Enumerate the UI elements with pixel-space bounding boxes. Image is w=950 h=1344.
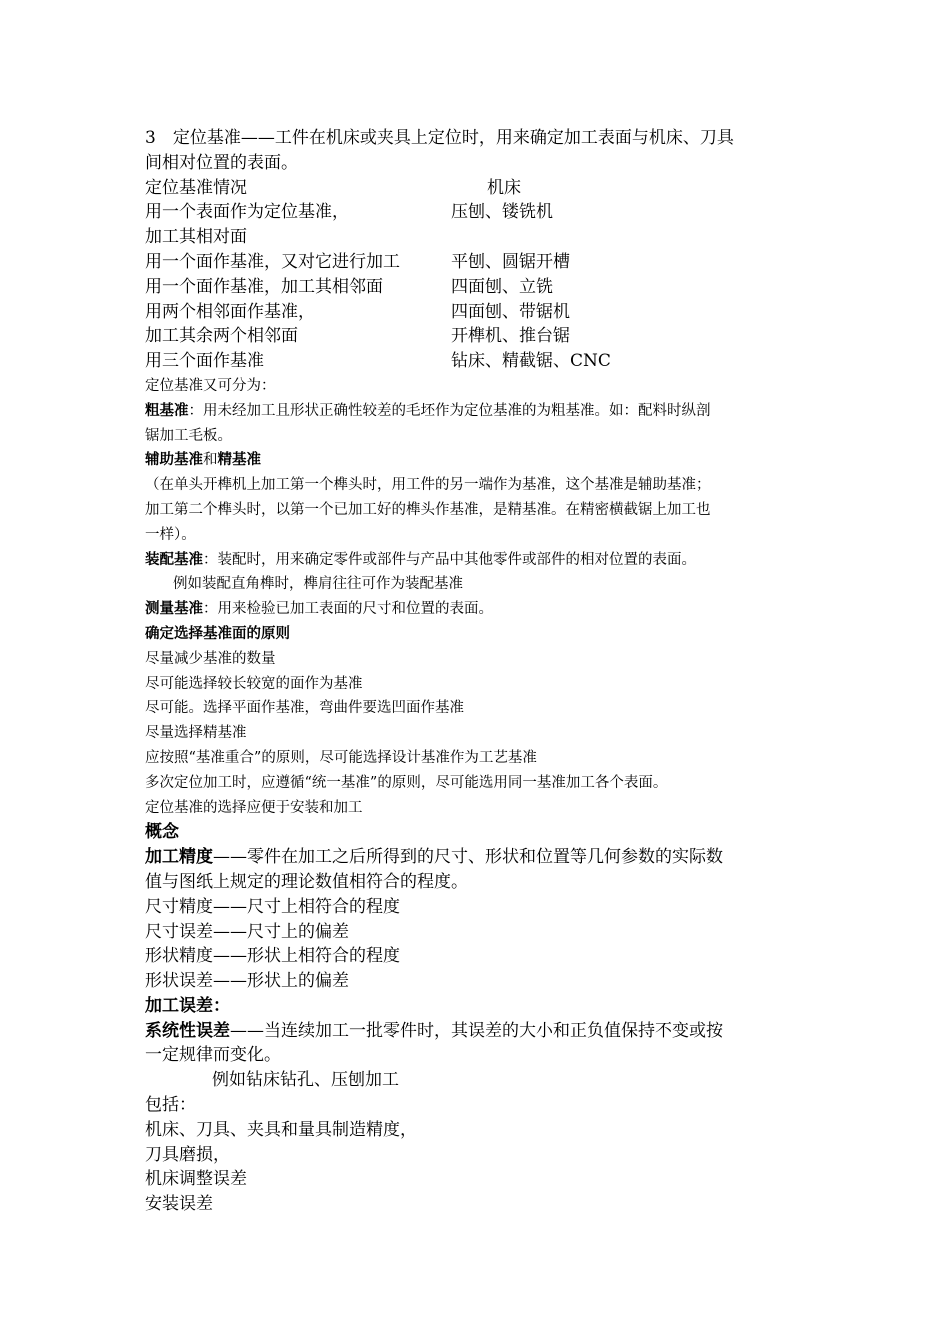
intro-line-1: 3 定位基准——工件在机床或夹具上定位时，用来确定加工表面与机床、刀具 bbox=[145, 128, 734, 148]
table-cell-machine: 钻床、精截锯、CNC bbox=[451, 351, 611, 372]
aux-paragraph-line-3: 一样）。 bbox=[145, 526, 196, 543]
table-cell-machine: 压刨、镂铣机 bbox=[451, 202, 553, 223]
list-item: 形状误差——形状上的偏差 bbox=[145, 971, 349, 992]
document-page bbox=[145, 126, 815, 1217]
accuracy-line-2: 值与图纸上规定的理论数值相符合的程度。 bbox=[145, 871, 468, 892]
table-header-right: 机床 bbox=[487, 177, 521, 198]
error-title: 加工误差： bbox=[145, 995, 230, 1016]
table-row bbox=[145, 250, 815, 275]
accuracy-term: 加工精度 bbox=[145, 847, 213, 868]
list-item: 定位基准的选择应便于安装和加工 bbox=[145, 799, 363, 816]
assembly-datum-line bbox=[145, 548, 815, 573]
table-row bbox=[145, 200, 815, 225]
table-row bbox=[145, 225, 815, 250]
table-cell-machine: 开榫机、推台锯 bbox=[451, 326, 570, 347]
measure-datum-line bbox=[145, 597, 815, 622]
list-item: 形状精度——形状上相符合的程度 bbox=[145, 946, 400, 967]
systematic-error-line bbox=[145, 1019, 815, 1044]
rough-datum-line bbox=[145, 399, 815, 424]
systematic-error-def: ——当连续加工一批零件时，其误差的大小和正负值保持不变或按 bbox=[230, 1020, 723, 1041]
aux-paragraph-line-2: 加工第二个榫头时，以第一个已加工好的榫头作基准，是精基准。在精密横截锯上加工也 bbox=[145, 501, 711, 518]
table-cell-situation: 加工其相对面 bbox=[145, 227, 247, 248]
measure-datum-term: 测量基准 bbox=[145, 600, 203, 618]
list-item: 刀具磨损， bbox=[145, 1144, 230, 1165]
table-cell-machine: 四面刨、立铣 bbox=[451, 276, 553, 297]
measure-datum-def: ：用来检验已加工表面的尺寸和位置的表面。 bbox=[203, 601, 493, 618]
concept-title: 概念 bbox=[145, 822, 179, 843]
table-cell-machine: 平刨、圆锯开槽 bbox=[451, 251, 570, 272]
systematic-error-term: 系统性误差 bbox=[145, 1020, 230, 1041]
list-item: 尽量减少基准的数量 bbox=[145, 650, 276, 667]
table-row bbox=[145, 300, 815, 325]
list-item: 安装误差 bbox=[145, 1194, 213, 1215]
accuracy-def: ——零件在加工之后所得到的尺寸、形状和位置等几何参数的实际数 bbox=[213, 847, 723, 868]
rough-datum-line-2: 锯加工毛板。 bbox=[145, 427, 232, 444]
table-cell-machine: 四面刨、带锯机 bbox=[451, 301, 570, 322]
list-item: 应按照“基准重合”的原则，尽可能选择设计基准作为工艺基准 bbox=[145, 749, 537, 766]
systematic-error-line-2: 一定规律而变化。 bbox=[145, 1045, 281, 1066]
list-item: 尽量选择精基准 bbox=[145, 725, 247, 742]
list-item: 机床调整误差 bbox=[145, 1169, 247, 1190]
aux-paragraph-line-1: （在单头开榫机上加工第一个榫头时，用工件的另一端作为基准，这个基准是辅助基准； bbox=[145, 477, 711, 494]
table-row bbox=[145, 324, 815, 349]
fine-datum-term: 精基准 bbox=[217, 451, 261, 469]
table-cell-situation: 用两个相邻面作基准， bbox=[145, 301, 315, 322]
intro-line-2: 间相对位置的表面。 bbox=[145, 152, 298, 173]
assembly-datum-def: ：装配时，用来确定零件或部件与产品中其他零件或部件的相对位置的表面。 bbox=[203, 551, 696, 568]
table-cell-situation: 加工其余两个相邻面 bbox=[145, 326, 298, 347]
table-cell-situation: 用一个表面作为定位基准， bbox=[145, 202, 349, 223]
list-item: 尽可能。选择平面作基准，弯曲件要选凹面作基准 bbox=[145, 700, 464, 717]
list-item: 尽可能选择较长较宽的面作为基准 bbox=[145, 675, 363, 692]
list-item: 机床、刀具、夹具和量具制造精度， bbox=[145, 1119, 417, 1140]
include-label: 包括： bbox=[145, 1095, 196, 1116]
classify-line: 定位基准又可分为： bbox=[145, 377, 276, 394]
assembly-datum-term: 装配基准 bbox=[145, 550, 203, 568]
and-word: 和 bbox=[203, 452, 218, 469]
list-item: 多次定位加工时，应遵循“统一基准”的原则，尽可能选用同一基准加工各个表面。 bbox=[145, 774, 668, 791]
table-row bbox=[145, 349, 815, 374]
aux-fine-heading bbox=[145, 448, 815, 473]
table-cell-situation: 用一个面作基准，加工其相邻面 bbox=[145, 276, 383, 297]
table-header bbox=[145, 176, 815, 201]
rough-datum-term: 粗基准 bbox=[145, 401, 189, 419]
table-cell-situation: 用一个面作基准，又对它进行加工 bbox=[145, 251, 400, 272]
table-cell-situation: 用三个面作基准 bbox=[145, 351, 264, 372]
principle-title: 确定选择基准面的原则 bbox=[145, 624, 290, 642]
aux-datum-term: 辅助基准 bbox=[145, 451, 203, 469]
list-item: 尺寸误差——尺寸上的偏差 bbox=[145, 921, 349, 942]
assembly-example: 例如装配直角榫时，榫肩往往可作为装配基准 bbox=[173, 576, 463, 593]
rough-datum-def: ：用未经加工且形状正确性较差的毛坯作为定位基准的为粗基准。如：配料时纵剖 bbox=[188, 402, 711, 419]
systematic-error-example: 例如钻床钻孔、压刨加工 bbox=[212, 1070, 399, 1091]
table-row bbox=[145, 275, 815, 300]
table-header-left: 定位基准情况 bbox=[145, 177, 247, 198]
accuracy-line bbox=[145, 845, 815, 870]
list-item: 尺寸精度——尺寸上相符合的程度 bbox=[145, 896, 400, 917]
